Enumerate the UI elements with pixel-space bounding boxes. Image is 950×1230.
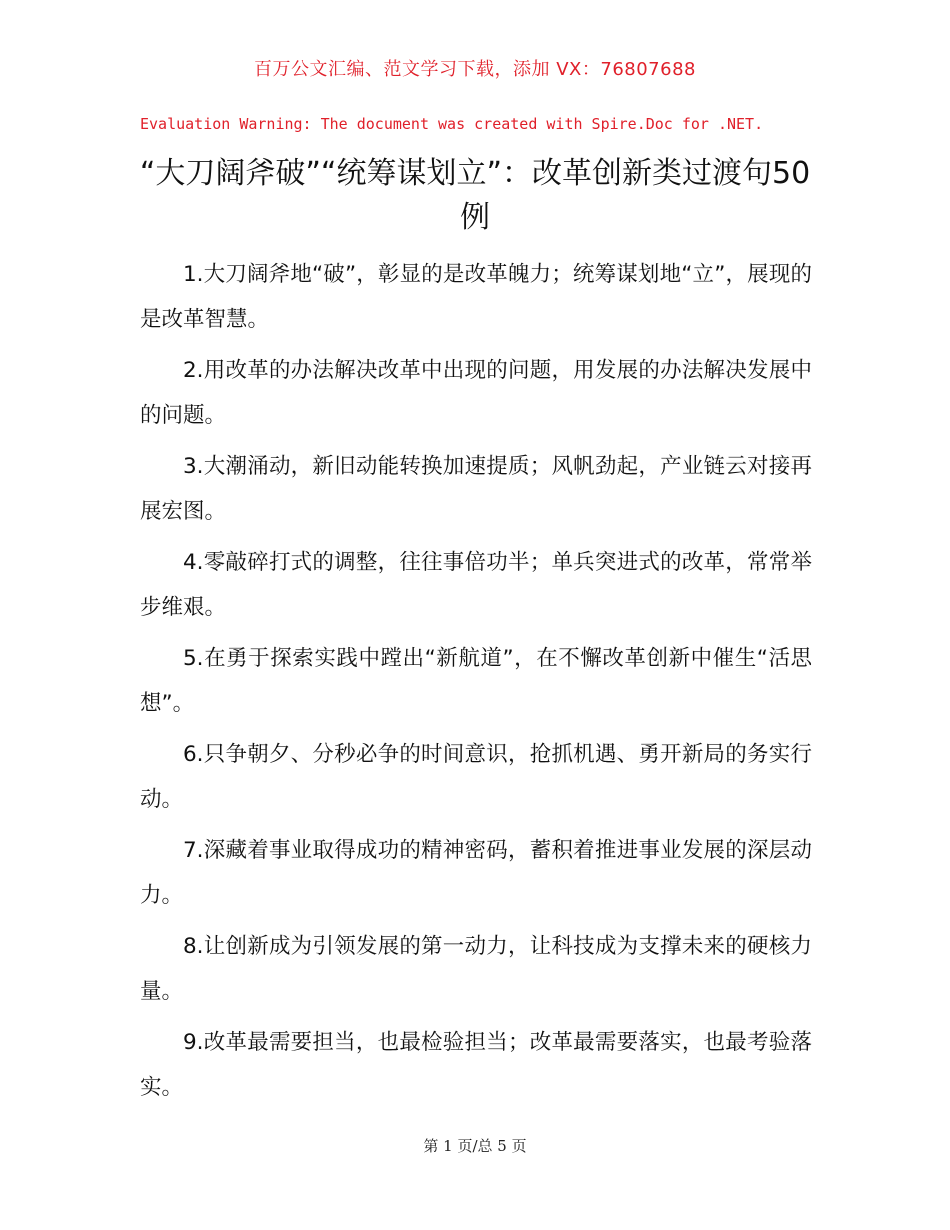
list-item: 9.改革最需要担当，也最检验担当；改革最需要落实，也最考验落实。 [140, 1030, 812, 1100]
list-item: 4.零敲碎打式的调整，往往事倍功半；单兵突进式的改革，常常举步维艰。 [140, 550, 812, 620]
list-item: 6.只争朝夕、分秒必争的时间意识，抢抓机遇、勇开新局的务实行动。 [140, 742, 812, 812]
document-body [140, 252, 812, 1116]
list-item: 7.深藏着事业取得成功的精神密码，蓄积着推进事业发展的深层动力。 [140, 838, 812, 908]
header-banner: 百万公文汇编、范文学习下载，添加 VX：76807688 [254, 59, 696, 80]
list-item: 3.大潮涌动，新旧动能转换加速提质；风帆劲起，产业链云对接再展宏图。 [140, 454, 812, 524]
evaluation-warning: Evaluation Warning: The document was created with Spire.Doc for .NET. [140, 115, 764, 133]
list-item: 2.用改革的办法解决改革中出现的问题，用发展的办法解决发展中的问题。 [140, 358, 812, 428]
list-item: 8.让创新成为引领发展的第一动力，让科技成为支撑未来的硬核力量。 [140, 934, 812, 1004]
list-item: 5.在勇于探索实践中蹚出“新航道”，在不懈改革创新中催生“活思想”。 [140, 646, 812, 716]
page-footer: 第 1 页/总 5 页 [423, 1137, 527, 1155]
document-title: “大刀阔斧破”“统筹谋划立”：改革创新类过渡句50例 [139, 156, 811, 235]
list-item: 1.大刀阔斧地“破”，彰显的是改革魄力；统筹谋划地“立”，展现的是改革智慧。 [140, 262, 812, 332]
